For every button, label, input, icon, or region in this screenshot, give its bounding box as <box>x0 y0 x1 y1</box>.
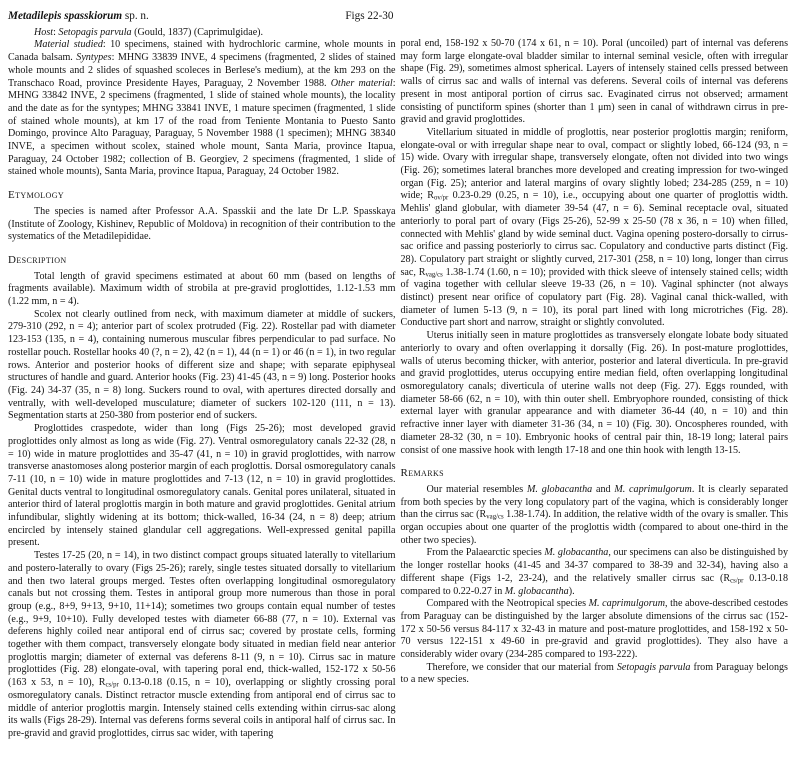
species-name: Metadilepis spasskiorum <box>8 10 123 22</box>
title-line <box>8 10 396 23</box>
left-column <box>8 10 396 741</box>
section-heading-description: Description <box>8 253 67 266</box>
paragraph-description-length: Total length of gravid specimens estimated at about 60 mm (based on lengths of fragments available). Maximum width of strobila at pre-gravid proglottides, 1.12-1.53 mm (1.22 mm, n = 4). <box>8 270 396 308</box>
paragraph-remarks-neotropical: Compared with the Neotropical species M. caprimulgorum, the above-described cestodes from Paraguay can be distinguished by the larger absolute dimensions of the cirrus sac (152-172 x 50-56 versus 84-117 x 32-43 in mature and post-mature proglottides, and 158-192 x 50-70 versus 122-151 x 49-60 in pre-gravid and gravid proglottides). They also have a considerably wider ovary (234-285 compared to 193-222). <box>400 598 788 661</box>
right-column <box>401 10 789 741</box>
section-heading-remarks: Remarks <box>400 467 444 480</box>
species-suffix: sp. n. <box>122 10 149 22</box>
paragraph-description-proglottides: Proglottides craspedote, wider than long (Figs 25-26); most developed gravid proglottides only almost as long as wide (Fig. 27). Ventral osmoregulatory canals 22-32 (28, n = 10) wide in mature proglottides and 35-47 (41, n = 10) in gravid proglottides, with narrow transverse anastomoses along posterior margin of each proglottis. Dorsal osmoregulatory canals 7-11 (10, n = 10) wide in mature proglottides and 7-13 (12, n = 10) in gravid proglottides. Genital ducts ventral to longitudinal osmoregulatory canals. Genital pores unilateral, situated in anterior third of lateral proglottis margin in both mature and gravid proglottides. Genital atrium infundibular, slightly widening at its bottom; thick-walled, 16-34 (24, n = 8) deep; atrium encircled by intensely stained glandular cell aggregations. Well-expressed genital papilla present. <box>8 423 396 549</box>
species-title <box>8 10 149 23</box>
section-heading-etymology: Etymology <box>8 189 65 202</box>
paragraph-host: Host: Setopagis parvula (Gould, 1837) (Caprimulgidae). <box>34 26 264 38</box>
paragraph-cirrus-sac-continuation: poral end, 158-192 x 50-70 (174 x 61, n = 10). Poral (uncoiled) part of internal vas deferens may form large elongate-oval bladder similar to internal seminal vesicle, often with irregular shape (Fig. 29), sometimes almost spherical. Layers of intensely stained cells pressed between walls of cirrus sac and walls of internal vas deferens. Several coils of internal vas deferens present in most antiporal portion of cirrus sac. Evaginated cirrus not observed; armament consisting of punctiform spines (shorter than 1 μm) seen in canal of withdrawn cirrus in pre-gravid and gravid proglottides. <box>400 38 788 126</box>
two-column-layout <box>8 10 788 741</box>
paragraph-description-testes: Testes 17-25 (20, n = 14), in two distinct compact groups situated laterally to vitellarium and postero-laterally to ovary (Figs 25-26); rarely, single testes situated dorsally to vitellarium and then two lateral groups merged. Testes often overlapping longitudinal osmoregulatory canals but not crossing them. Testes in antiporal group more numerous than those in poral group (e.g., 8+9, 9+13, 9+10, 11+14); sometimes two groups contain equal number of testes (e.g., 9+9, 10+10). Fully developed testes with diameter 66-88 (77, n = 10). External vas deferens highly coiled near antiporal end of cirrus sac; covered by prostate cells, forming together with them compact, transversely elongate body situated in median field near anterior proglottis margin; diameter of external vas deferens 8-11 (9, n = 10). Cirrus sac in mature proglottides (Fig. 28) elongate-oval, with tapering poral end, thick-walled, 152-172 x 50-56 (163 x 53, n = 10), $R_{cs/pr}$ 0.13-0.18 (0.15, n = 10), overlapping or slightly crossing poral osmoregulatory canals. Distinct retractor muscle extending from antiporal end of cirrus sac to middle of anterior proglottis margin. Intensely stained cells extending within cirrus-sac along its walls (Figs 28-29). Internal vas deferens forms several coils in antiporal half of cirrus sac. In pre-gravid and gravid proglottides, cirrus sac wider, with tapering <box>8 550 396 739</box>
paragraph-etymology: The species is named after Professor A.A. Spasskii and the late Dr L.P. Spasskaya (Institute of Zoology, Kishinev, Republic of Moldova) in recognition of their contribution to the systematics of the Metadilepididae. <box>8 205 396 243</box>
paragraph-description-scolex: Scolex not clearly outlined from neck, with maximum diameter at middle of suckers, 279-310 (292, n = 4); anterior part of scolex protruded (Fig. 22). Rostellar pad with diameter 123-153 (135, n = 4), containing numerous muscular fibres perpendicular to pad surface. No rostellar pouch. Rostellar hooks 40 (?, n = 2), 42 (n = 1), 44 (n = 1) or 46 (n = 1), in two regular rows. Anterior and posterior hooks of different size and shape; with separate epiphyseal structures of handle and guard. Anterior hooks (Fig. 23) 41-45 (43, n = 9) long. Posterior hooks (Fig. 24) 34-37 (35, n = 8) long. Suckers round to oval, with apertures directed dorsally and ventrally, with well-developed musculature; diameter of suckers 102-120 (111, n = 13). Segmentation starts at 250-380 from posterior end of suckers. <box>8 308 396 422</box>
paragraph-remarks-palaearctic: From the Palaearctic species M. globacantha, our specimens can also be distinguished by the longer rostellar hooks (41-45 and 34-37 compared to 38-39 and 32-34), having also a different shape (Figs 1-2, 23-24), and the relatively smaller cirrus sac ($R_{cs/pr}$ 0.13-0.18 compared to 0.22-0.27 in M. globacantha). <box>400 547 789 597</box>
paragraph-uterus: Uterus initially seen in mature proglottides as transversely elongate lobate body situated anteriorly to ovary and often overlapping it dorsally (Fig. 26). In post-mature proglottides, walls of uterus becoming thicker, with anterior, posterior and lateral diverticula. In pre-gravid and gravid proglottides, uterus occupying entire median field, often overlapping longitudinal osmoregulatory canals; diverticula of uterine walls not deep (Fig. 27). Eggs rounded, with diameter 58-66 (62, n = 10), with thin outer shell. Embryophore rounded, consisting of thick external layer with granular appearance and with diameter 36-44 (40, n = 10) and thin refractive inner layer with diameter 31-36 (34, n = 10) (Fig. 30). Oncospheres rounded, with diameter 28-32 (30, n = 10). Embryonic hooks of central pair thin, 18-19 long; lateral pairs consist of one massive hook with length 17-18 and one thin hook with length 13-15. <box>400 330 788 456</box>
paragraph-remarks-resembles: Our material resembles M. globacantha and M. caprimulgorum. It is clearly separated from both species by the very long copulatory part of the vagina, which is considerably longer than the cirrus sac ($R_{vag/cs}$ 1.38-1.74). In addition, the relative width of the ovary is smaller. This organ occupies about one quarter of the proglottis width (compared to about one-third in the other two species). <box>400 483 789 546</box>
paragraph-vitellarium: Vitellarium situated in middle of proglottis, near posterior proglottis margin; reniform, elongate-oval or with irregular shape near to oval, compact or slightly lobed, 66-124 (93, n = 15) wide. Ovary with irregular shape, transversely elongate, often not divided into two wings (Fig. 26); sometimes lateral branches more developed and creating impression for two-winged organ (Fig. 25); anterior and lateral margins of ovary slightly lobed; 234-285 (259, n = 10) wide; $R_{ov/pr}$ 0.23-0.29 (0.25, n = 10), i.e., occupying about one quarter of proglottis width. Mehlis' gland globular, with diameter 39-54 (47, n = 6). Seminal receptacle oval, situated anteriorly to poral part of ovary (Figs 25-26), 52-99 x 25-50 (78 x 36, n = 10) when filled, connected with Mehlis' gland by wide seminal duct. Vagina opening postero-dorsally to cirrus-sac orifice and passing posteriorly to cirrus sac. Copulatory and conductive parts distinct (Fig. 28). Copulatory part straight or slightly curved, 217-301 (258, n = 10) long, longer than cirrus sac, $R_{vag/cs}$ 1.38-1.74 (1.60, n = 10); provided with thick sleeve of intensely stained cells; width of vagina together with cellular sleeve 19-33 (26, n = 10). Vaginal sphincter (not always distinct) present near orifice of copulatory part (Fig. 28). Vaginal canal thick-walled, with diameter of lumen 5-13 (9, n = 10), its poral part lined with long microtriches (Fig. 28). Conductive part short and narrow, straight or slightly convoluted. <box>400 126 789 329</box>
paragraph-remarks-conclusion: Therefore, we consider that our material from Setopagis parvula from Paraguay belongs to a new species. <box>400 661 788 686</box>
paragraph-material-studied: Material studied: 10 specimens, stained with hydrochloric carmine, whole mounts in Canada balsam. Syntypes: MHNG 33839 INVE, 4 specimens (fragmented, 2 slides of stained whole mounts and 2 slides of squashed scoleces in Berlese's medium), at the km 293 on the Transchaco Road, province Presidente Hayes, Paraguay, 2 November 1988. Other material: MHNG 33842 INVE, 2 specimens (fragmented, 1 slide of stained whole mounts), the locality and the date as for the syntypes; MHNG 33841 INVE, 1 mature specimen (fragmented, 1 slide of stained whole mounts), at km 17 of the road from Teniente Montania to Puesto Santo Domingo, province Alto Paraguay, Paraguay, 5 November 1988 (1 specimen); MHNG 38340 INVE, a specimen without scolex, stained whole mount, Santa Maria, province Itapua, Paraguay, 24 October 1982; collection of B. Georgiev, 2 specimens (fragmented, 1 slide of stained whole mounts), Santa Maria, province Itapua, Paraguay, 24 October 1982. <box>8 39 396 178</box>
figure-reference: Figs 22-30 <box>345 10 394 22</box>
